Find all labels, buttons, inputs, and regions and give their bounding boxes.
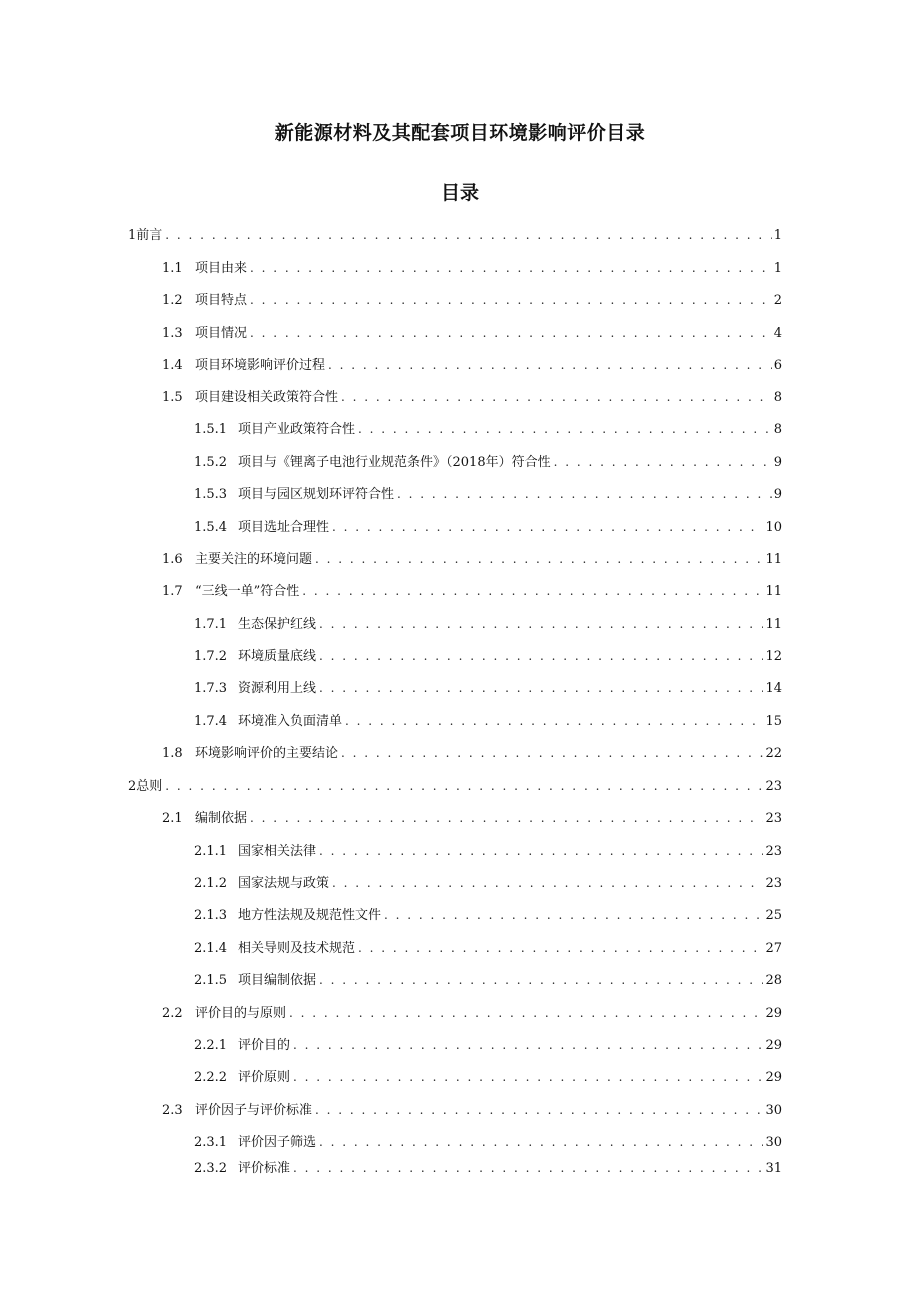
- toc-dot-leader: [319, 649, 763, 663]
- toc-entry-page: 25: [765, 908, 782, 923]
- toc-dot-leader: [302, 584, 763, 598]
- toc-entry-page: 30: [765, 1135, 782, 1150]
- toc-entry-page: 15: [765, 714, 782, 729]
- toc-entry-title: 资源利用上线: [238, 681, 317, 696]
- toc-entry[interactable]: [194, 1131, 782, 1151]
- toc-entry[interactable]: [194, 1034, 782, 1054]
- toc-dot-leader: [293, 1070, 763, 1084]
- toc-heading: 目录: [440, 182, 479, 204]
- toc-dot-leader: [319, 681, 763, 695]
- toc-entry-page: 22: [765, 746, 782, 761]
- toc-entry-number: 2.1.5: [194, 973, 228, 988]
- toc-entry-title: 项目与园区规划环评符合性: [238, 487, 395, 502]
- toc-dot-leader: [332, 520, 763, 534]
- toc-entry-title: 项目情况: [195, 326, 248, 341]
- toc-entry[interactable]: [128, 775, 782, 795]
- toc-entry-title: 评价目的: [238, 1038, 291, 1053]
- toc-entry[interactable]: [128, 224, 782, 244]
- toc-entry-number: 2.1.4: [194, 941, 228, 956]
- toc-entry[interactable]: [162, 322, 782, 342]
- toc-entry-page: 6: [773, 358, 782, 373]
- toc-entry-number: 1.7.3: [194, 681, 228, 696]
- toc-entry[interactable]: [194, 904, 782, 924]
- toc-entry-page: 23: [765, 844, 782, 859]
- toc-dot-leader: [293, 1038, 763, 1052]
- toc-dot-leader: [289, 1006, 763, 1020]
- toc-entry[interactable]: [162, 807, 782, 827]
- toc-entry-page: 23: [765, 876, 782, 891]
- toc-entry-number: 2.1.1: [194, 844, 228, 859]
- toc-entry-title: 项目特点: [195, 293, 248, 308]
- toc-entry[interactable]: [194, 710, 782, 730]
- toc-entry-title: 评价因子与评价标准: [195, 1103, 313, 1118]
- toc-dot-leader: [358, 941, 763, 955]
- toc-entry[interactable]: [194, 451, 782, 471]
- toc-entry-title: 评价标准: [238, 1161, 291, 1176]
- toc-entry-page: 30: [765, 1103, 782, 1118]
- toc-dot-leader: [341, 390, 772, 404]
- toc-entry-number: 1.8: [162, 746, 183, 761]
- toc-dot-leader: [319, 1135, 763, 1149]
- toc-dot-leader: [165, 228, 771, 242]
- toc-entry-number: 2.2.2: [194, 1070, 228, 1085]
- toc-entry[interactable]: [194, 483, 782, 503]
- toc-entry-page: 9: [773, 487, 782, 502]
- toc-entry-page: 4: [773, 326, 782, 341]
- toc-entry-number: 1.5: [162, 390, 183, 405]
- toc-entry-title: 评价目的与原则: [195, 1006, 287, 1021]
- toc-entry-title: 环境准入负面清单: [238, 714, 343, 729]
- toc-dot-leader: [250, 326, 772, 340]
- toc-entry[interactable]: [194, 677, 782, 697]
- toc-dot-leader: [293, 1161, 763, 1175]
- toc-entry[interactable]: [194, 840, 782, 860]
- toc-entry-number: 1.4: [162, 358, 183, 373]
- toc-entry[interactable]: [194, 516, 782, 536]
- toc-entry-number: 2.1.3: [194, 908, 228, 923]
- toc-entry-page: 12: [765, 649, 782, 664]
- toc-dot-leader: [397, 487, 772, 501]
- toc-dot-leader: [345, 714, 763, 728]
- toc-entry-title: “三线一单”符合性: [195, 584, 300, 599]
- toc-entry-number: 1.2: [162, 293, 183, 308]
- toc-entry-title: 项目与《锂离子电池行业规范条件》（2018年）符合性: [238, 455, 551, 470]
- toc-entry-number: 2.1: [162, 811, 183, 826]
- toc-entry-title: 国家相关法律: [238, 844, 317, 859]
- toc-entry-title: 前言: [136, 228, 163, 243]
- toc-entry-page: 23: [765, 779, 782, 794]
- toc-entry[interactable]: [162, 580, 782, 600]
- toc-entry-title: 项目环境影响评价过程: [195, 358, 326, 373]
- toc-entry-number: 1.5.1: [194, 422, 228, 437]
- toc-entry-page: 10: [765, 520, 782, 535]
- toc-entry-number: 2.2.1: [194, 1038, 228, 1053]
- toc-dot-leader: [384, 908, 763, 922]
- toc-entry-title: 项目产业政策符合性: [238, 422, 356, 437]
- document-title: 新能源材料及其配套项目环境影响评价目录: [274, 122, 646, 144]
- toc-entry-page: 23: [765, 811, 782, 826]
- toc-dot-leader: [332, 876, 763, 890]
- toc-entry-number: 1.7.4: [194, 714, 228, 729]
- toc-entry-number: 1.6: [162, 552, 183, 567]
- toc-dot-leader: [341, 746, 763, 760]
- toc-entry-title: 评价原则: [238, 1070, 291, 1085]
- toc-entry-title: 环境质量底线: [238, 649, 317, 664]
- toc-entry-page: 29: [765, 1038, 782, 1053]
- toc-entry-number: 2.3.1: [194, 1135, 228, 1150]
- toc-entry-number: 2.3: [162, 1103, 183, 1118]
- toc-entry[interactable]: [194, 418, 782, 438]
- toc-entry-number: 1.7.2: [194, 649, 228, 664]
- toc-entry-page: 8: [773, 422, 782, 437]
- toc-entry-title: 项目编制依据: [238, 973, 317, 988]
- toc-entry-title: 项目建设相关政策符合性: [195, 390, 339, 405]
- toc-entry-page: 11: [765, 552, 782, 567]
- toc-entry-page: 8: [773, 390, 782, 405]
- toc-entry-page: 11: [765, 584, 782, 599]
- toc-entry[interactable]: [162, 1002, 782, 1022]
- toc-entry-page: 9: [773, 455, 782, 470]
- toc-entry-title: 主要关注的环境问题: [195, 552, 313, 567]
- toc-dot-leader: [328, 358, 772, 372]
- toc-dot-leader: [250, 811, 763, 825]
- toc-dot-leader: [319, 617, 763, 631]
- toc-entry-title: 评价因子筛选: [238, 1135, 317, 1150]
- toc-dot-leader: [358, 422, 772, 436]
- toc-dot-leader: [165, 779, 763, 793]
- toc-entry-page: 31: [765, 1161, 782, 1176]
- toc-entry[interactable]: [162, 257, 782, 277]
- toc-dot-leader: [315, 1103, 763, 1117]
- toc-entry[interactable]: [194, 1066, 782, 1086]
- toc-entry-title: 总则: [136, 779, 163, 794]
- toc-entry-number: 1.1: [162, 261, 183, 276]
- toc-entry-number: 1.7: [162, 584, 183, 599]
- toc-dot-leader: [315, 552, 763, 566]
- toc-entry[interactable]: [162, 548, 782, 568]
- toc-entry[interactable]: [162, 742, 782, 762]
- toc-entry-page: 11: [765, 617, 782, 632]
- toc-entry-page: 2: [773, 293, 782, 308]
- toc-entry-number: 1.5.4: [194, 520, 228, 535]
- toc-entry-page: 29: [765, 1070, 782, 1085]
- toc-entry[interactable]: [194, 872, 782, 892]
- toc-dot-leader: [250, 261, 772, 275]
- toc-entry-title: 编制依据: [195, 811, 248, 826]
- toc-entry-number: 2: [128, 779, 137, 794]
- toc-dot-leader: [250, 293, 772, 307]
- toc-entry[interactable]: [194, 645, 782, 665]
- toc-entry-page: 28: [765, 973, 782, 988]
- toc-entry-number: 1.3: [162, 326, 183, 341]
- toc-entry-page: 29: [765, 1006, 782, 1021]
- toc-entry[interactable]: [194, 969, 782, 989]
- toc-entry[interactable]: [194, 613, 782, 633]
- toc-entry[interactable]: [194, 1157, 782, 1177]
- toc-entry-title: 生态保护红线: [238, 617, 317, 632]
- toc-dot-leader: [319, 973, 763, 987]
- toc-dot-leader: [319, 844, 763, 858]
- toc-entry-page: 14: [765, 681, 782, 696]
- toc-entry-number: 1: [128, 228, 137, 243]
- toc-entry-number: 2.2: [162, 1006, 183, 1021]
- toc-entry-title: 项目选址合理性: [238, 520, 330, 535]
- toc-entry-title: 项目由来: [195, 261, 248, 276]
- toc-entry-title: 地方性法规及规范性文件: [238, 908, 382, 923]
- toc-entry-number: 2.3.2: [194, 1161, 228, 1176]
- toc-entry-number: 1.5.3: [194, 487, 228, 502]
- toc-entry-page: 1: [773, 228, 782, 243]
- toc-entry-number: 1.7.1: [194, 617, 228, 632]
- toc-entry[interactable]: [162, 354, 782, 374]
- toc-entry-page: 27: [765, 941, 782, 956]
- toc-entry-title: 相关导则及技术规范: [238, 941, 356, 956]
- toc-entry-title: 环境影响评价的主要结论: [195, 746, 339, 761]
- toc-entry-number: 1.5.2: [194, 455, 228, 470]
- toc-entry[interactable]: [194, 937, 782, 957]
- toc-entry-page: 1: [773, 261, 782, 276]
- toc-entry[interactable]: [162, 1099, 782, 1119]
- toc-entry-title: 国家法规与政策: [238, 876, 330, 891]
- toc-entry[interactable]: [162, 289, 782, 309]
- toc-entry-number: 2.1.2: [194, 876, 228, 891]
- toc-entry[interactable]: [162, 386, 782, 406]
- toc-dot-leader: [554, 455, 772, 469]
